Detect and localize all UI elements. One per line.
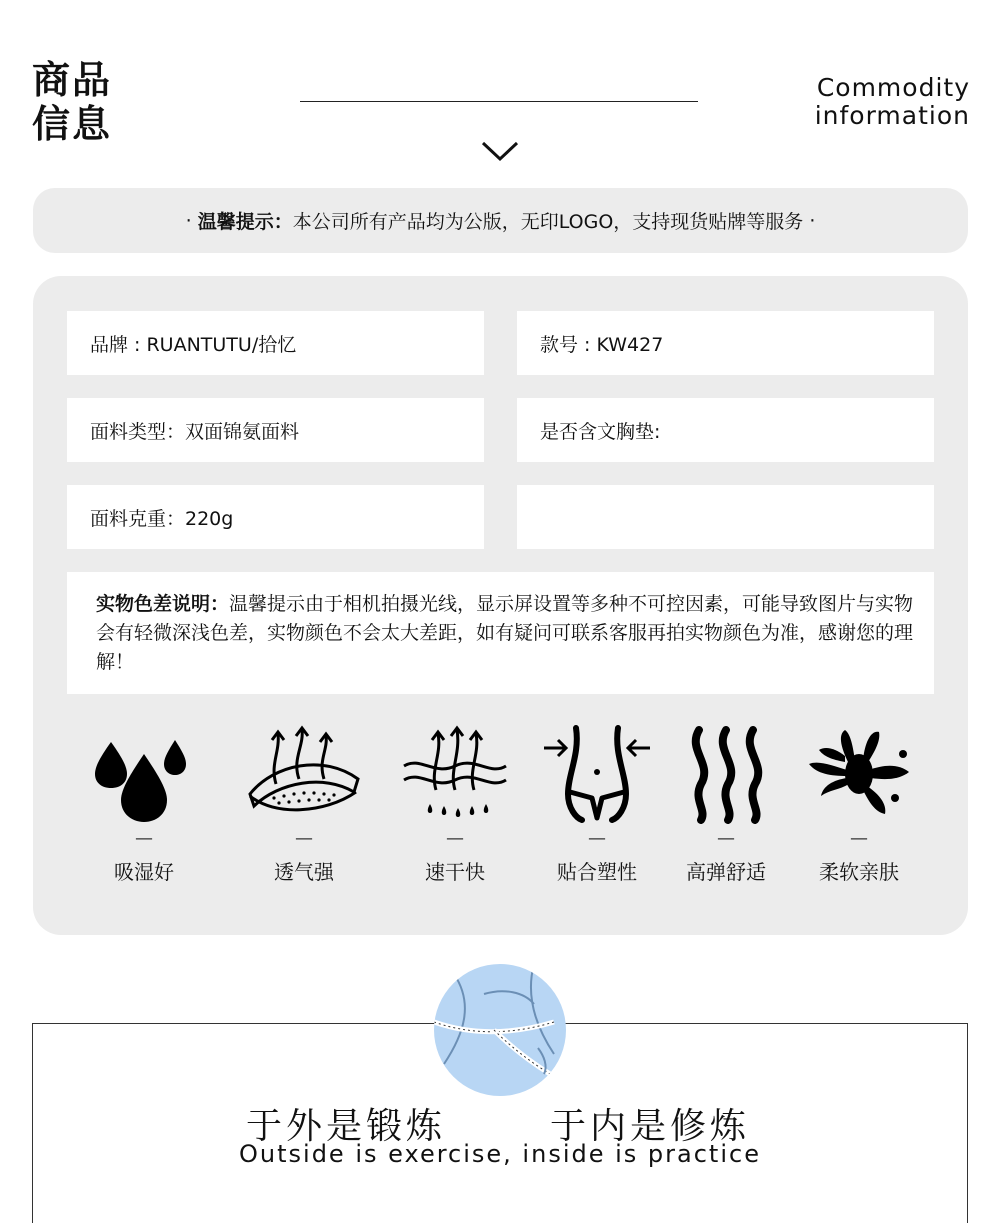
- slogan-cn-left: 于外是锻炼: [246, 1106, 447, 1147]
- title-en-line1: Commodity: [816, 73, 970, 102]
- breathable-fabric-icon: [244, 724, 364, 824]
- feature-dash: —: [135, 828, 153, 849]
- spec-fabric-type: 面料类型：双面锦氨面料: [67, 398, 484, 462]
- feature-soft: [789, 724, 929, 885]
- measuring-tape-icon: [434, 964, 566, 1096]
- feature-label-moisture: 吸湿好: [114, 860, 174, 884]
- color-note-label: 实物色差说明：: [96, 593, 230, 615]
- body-shaping-icon: [542, 724, 652, 824]
- spec-model: 款号 : KW427: [517, 311, 934, 375]
- slogan-cn-right: 于内是修炼: [550, 1106, 751, 1147]
- feature-shaping: [527, 724, 667, 885]
- feature-label-elastic: 高弹舒适: [686, 860, 766, 884]
- feature-dash: —: [717, 828, 735, 849]
- feature-label-shaping: 贴合塑性: [557, 860, 637, 884]
- section-title-cn: [32, 58, 112, 146]
- notice-bullet-right: ·: [809, 209, 816, 232]
- feature-dash: —: [295, 828, 313, 849]
- title-cn-line2: 信息: [32, 102, 113, 146]
- header-divider: [300, 101, 698, 102]
- feature-label-soft: 柔软亲肤: [819, 860, 899, 884]
- spec-chest-pad: 是否含文胸垫:: [517, 398, 934, 462]
- spec-panel: [33, 276, 968, 935]
- notice-text: 本公司所有产品均为公版，无印LOGO，支持现货贴牌等服务: [292, 211, 804, 233]
- color-note: [67, 572, 934, 694]
- water-drops-icon: [89, 724, 199, 824]
- notice-label: 温馨提示：: [197, 211, 293, 233]
- notice-bullet-left: ·: [185, 209, 192, 232]
- feature-dash: —: [446, 828, 464, 849]
- chevron-down-icon: [480, 138, 520, 164]
- spec-brand: 品牌 : RUANTUTU/拾忆: [67, 311, 484, 375]
- notice-banner: [33, 188, 968, 253]
- feature-dash: —: [850, 828, 868, 849]
- waist-measure-illustration: [434, 964, 566, 1096]
- feature-elastic: [656, 724, 796, 885]
- title-en-line2: information: [814, 101, 970, 130]
- feature-label-breathable: 透气强: [274, 860, 334, 884]
- feature-breathable: [234, 724, 374, 885]
- elastic-waves-icon: [671, 724, 781, 824]
- quick-dry-icon: [400, 724, 510, 824]
- soft-splash-icon: [799, 724, 919, 824]
- feature-quick-dry: [385, 724, 525, 885]
- slogan-en: Outside is exercise, inside is practice: [239, 1140, 761, 1168]
- feature-dash: —: [588, 828, 606, 849]
- section-title-en: [815, 74, 970, 130]
- spec-empty: [517, 485, 934, 549]
- spec-fabric-weight: 面料克重：220g: [67, 485, 484, 549]
- title-cn-line1: 商品: [32, 58, 113, 102]
- color-note-text: 温馨提示由于相机拍摄光线，显示屏设置等多种不可控因素，可能导致图片与实物会有轻微深浅色差，实物颜色不会太大差距，如有疑问可联系客服再拍实物颜色为准，感谢您的理解！: [96, 593, 914, 673]
- feature-label-quick-dry: 速干快: [425, 860, 485, 884]
- feature-moisture: [74, 724, 214, 885]
